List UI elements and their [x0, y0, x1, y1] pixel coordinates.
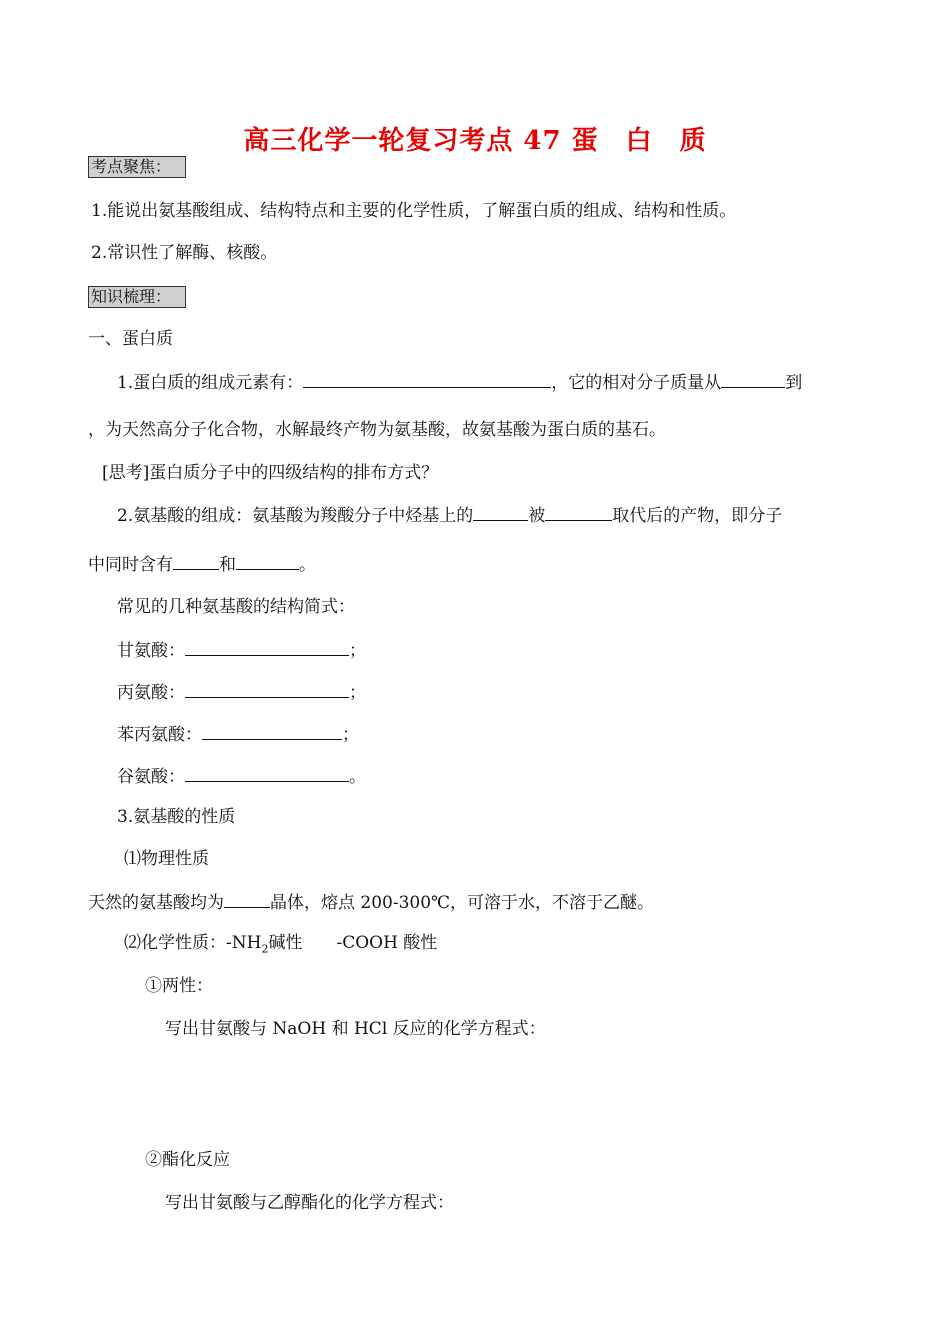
- composition-text: 2.氨基酸的组成：氨基酸为羧酸分子中烃基上的: [117, 506, 474, 526]
- functional-groups-line: [88, 552, 316, 576]
- replaced-atom-blank[interactable]: [473, 503, 528, 521]
- physical-properties-heading: ⑴物理性质: [124, 849, 209, 869]
- chemical-text-rest: 碱性 -COOH 酸性: [268, 933, 438, 953]
- amphoteric-task: 写出甘氨酸与 NaOH 和 HCl 反应的化学方程式：: [165, 1019, 546, 1039]
- glutamic-acid-line: [117, 764, 366, 788]
- glutamic-acid-blank[interactable]: [185, 764, 349, 782]
- glycine-blank[interactable]: [185, 638, 349, 656]
- protein-elements-line: [117, 370, 802, 394]
- mass-min-blank[interactable]: [721, 370, 785, 388]
- amphoteric-heading: ①两性：: [145, 976, 213, 996]
- semicolon: ；: [349, 641, 366, 661]
- physical-text-rest: 晶体，熔点 200-300℃，可溶于水，不溶于乙醚。: [270, 893, 655, 913]
- chemical-properties-line: [124, 932, 437, 960]
- chemical-text: ⑵化学性质：-NH: [124, 933, 262, 953]
- focus-tag: 考点聚焦：: [88, 156, 186, 178]
- esterification-task: 写出甘氨酸与乙醇酯化的化学方程式：: [165, 1193, 454, 1213]
- amino-acid-composition-line: [117, 503, 782, 527]
- phenylalanine-label: 苯丙氨酸：: [117, 725, 202, 745]
- properties-heading: 3.氨基酸的性质: [117, 807, 236, 827]
- group2-blank[interactable]: [236, 552, 299, 570]
- semicolon: ；: [349, 683, 366, 703]
- product-text: 取代后的产物，即分子: [612, 506, 783, 526]
- contains-text: 中同时含有: [88, 555, 173, 575]
- think-question: [思考]蛋白质分子中的四级结构的排布方式？: [102, 463, 439, 483]
- focus-item-2: 2.常识性了解酶、核酸。: [91, 243, 278, 263]
- phenylalanine-line: [117, 722, 359, 746]
- phenylalanine-blank[interactable]: [202, 722, 342, 740]
- esterification-heading: ②酯化反应: [145, 1150, 230, 1170]
- elements-blank[interactable]: [303, 370, 551, 388]
- alanine-blank[interactable]: [185, 680, 349, 698]
- focus-item-1: 1.能说出氨基酸组成、结构特点和主要的化学性质，了解蛋白质的组成、结构和性质。: [91, 201, 737, 221]
- page-title: 高三化学一轮复习考点 47 蛋 白 质: [243, 126, 707, 156]
- group1-blank[interactable]: [173, 552, 219, 570]
- semicolon: ；: [342, 725, 359, 745]
- glutamic-acid-label: 谷氨酸：: [117, 767, 185, 787]
- protein-description: ，为天然高分子化合物，水解最终产物为氨基酸，故氨基酸为蛋白质的基石。: [88, 420, 666, 440]
- period: 。: [349, 767, 366, 787]
- alanine-line: [117, 680, 366, 704]
- review-tag: 知识梳理：: [88, 286, 186, 308]
- by-text: 被: [528, 506, 546, 526]
- protein-elements-text: 1.蛋白质的组成元素有：: [117, 373, 304, 393]
- subscript-2: 2: [261, 942, 269, 956]
- physical-properties-line: [88, 890, 654, 914]
- physical-text: 天然的氨基酸均为: [88, 893, 224, 913]
- glycine-label: 甘氨酸：: [117, 641, 185, 661]
- mass-range-text: ，它的相对分子质量从: [551, 373, 722, 393]
- common-structures-heading: 常见的几种氨基酸的结构简式：: [117, 597, 355, 617]
- substituent-blank[interactable]: [545, 503, 612, 521]
- alanine-label: 丙氨酸：: [117, 683, 185, 703]
- period-text: 。: [299, 555, 316, 575]
- glycine-line: [117, 638, 366, 662]
- crystal-type-blank[interactable]: [224, 890, 270, 908]
- mass-to-text: 到: [785, 373, 803, 393]
- section-heading-protein: 一、蛋白质: [88, 329, 173, 349]
- and-text: 和: [219, 555, 236, 575]
